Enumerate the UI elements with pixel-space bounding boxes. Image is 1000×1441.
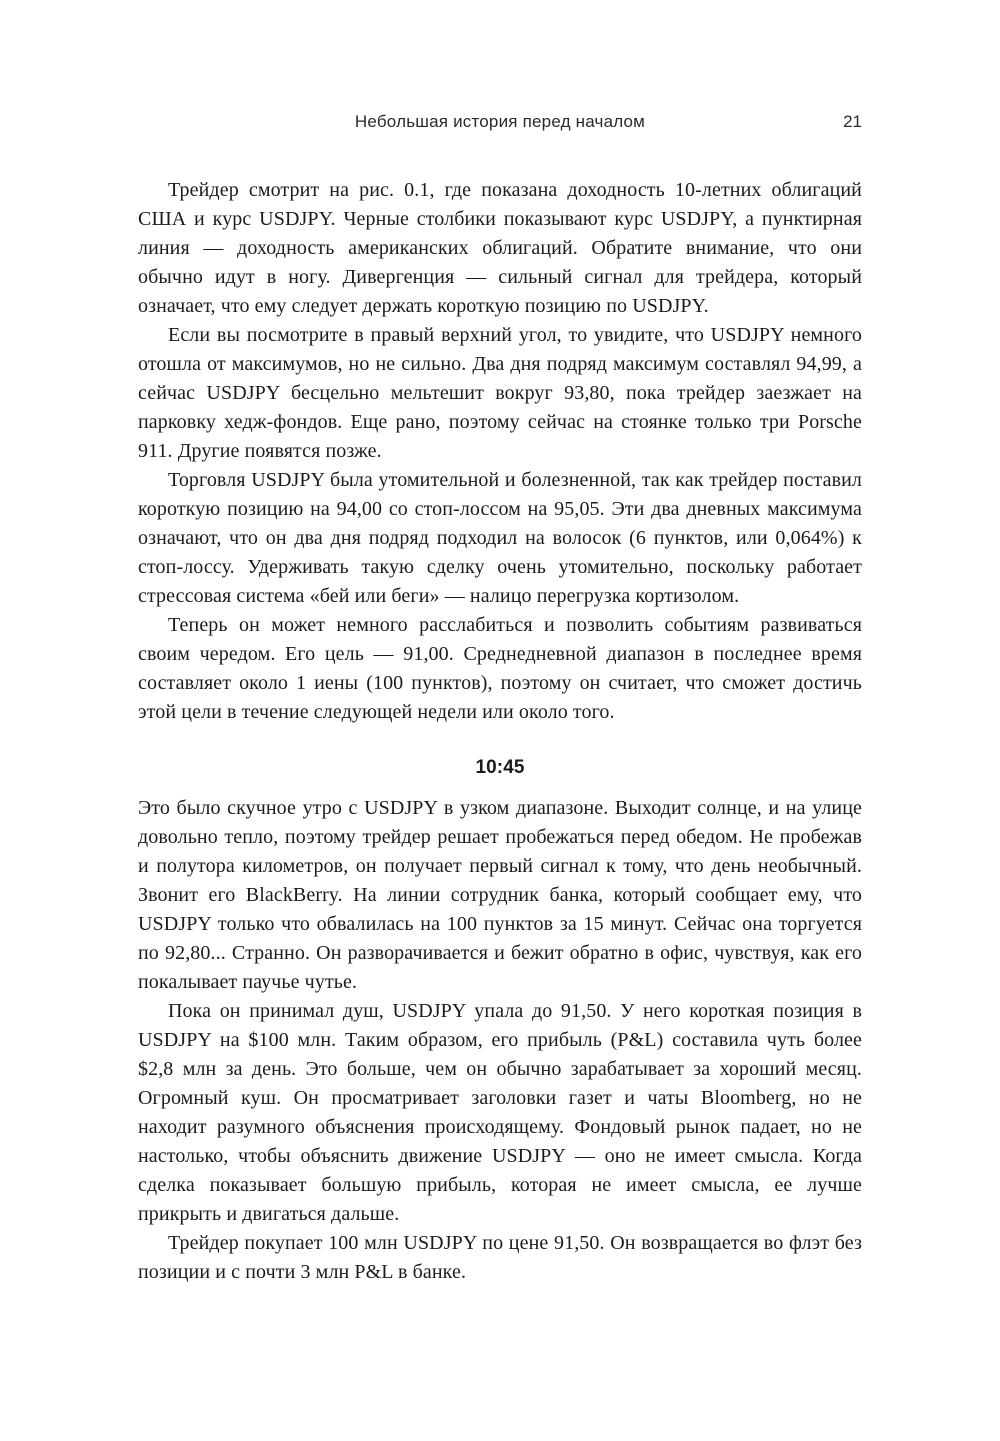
paragraph-shower-profit: Пока он принимал душ, USDJPY упала до 91,50. У него короткая позиция в USDJPY на $100 млн. Таким образом, его прибыль (P&L) составила чуть более $2,8 млн за день. Это больше, чем он обычно зарабатывает за хороший месяц. Огромный куш. Он просматривает заголовки газет и чаты Bloomberg, но не находит разумного объяснения происходящему. Фондовый рынок падает, но не настолько, чтобы объяснить движение USDJPY — оно не имеет смысла. Когда сделка показывает большую прибыль, которая не имеет смысла, ее лучше прикрыть и двигаться дальше.	[138, 1000, 862, 1225]
paragraph-boring-morning: Это было скучное утро с USDJPY в узком диапазоне. Выходит солнце, и на улице довольно тепло, поэтому трейдер решает пробежаться перед обедом. Не пробежав и полутора километров, он получает первый сигнал к тому, что день необычный. Звонит его BlackBerry. На линии сотрудник банка, который сообщает ему, что USDJPY только что обвалилась на 100 пунктов за 15 минут. Сейчас она торгуется по 92,80... Странно. Он разворачивается и бежит обратно в офис, чувствуя, как его покалывает паучье чутье.	[138, 797, 862, 993]
paragraph-trading-pain: Торговля USDJPY была утомительной и болезненной, так как трейдер поставил короткую позицию на 94,00 со стоп-лоссом на 95,05. Эти два дневных максимума означают, что он два дня подряд подходил на волосок (6 пунктов, или 0,064%) к стоп-лоссу. Удерживать такую сделку очень утомительно, поскольку работает стрессовая система «бей или беги» — налицо перегрузка кортизолом.	[138, 469, 862, 607]
paragraph-intro-chart: Трейдер смотрит на рис. 0.1, где показана доходность 10-летних облигаций США и курс USDJPY. Черные столбики показывают курс USDJPY, а пунктирная линия — доходность американских облигаций. Обратите внимание, что они обычно идут в ногу. Дивергенция — сильный сигнал для трейдера, который означает, что ему следует держать короткую позицию по USDJPY.	[138, 179, 862, 317]
page-body	[138, 176, 862, 1287]
running-head	[138, 112, 862, 136]
running-head-title: Небольшая история перед началом	[354, 112, 646, 131]
paragraph-relax-target: Теперь он может немного расслабиться и позволить событиям развиваться своим чередом. Его цель — 91,00. Среднедневной диапазон в последнее время составляет около 1 иены (100 пунктов), поэтому он считает, что сможет достичь этой цели в течение следующей недели или около того.	[138, 614, 862, 723]
paragraph-top-right-corner: Если вы посмотрите в правый верхний угол, то увидите, что USDJPY немного отошла от максимумов, но не сильно. Два дня подряд максимум составлял 94,99, а сейчас USDJPY бесцельно мельтешит вокруг 93,80, пока трейдер заезжает на парковку хедж-фондов. Еще рано, поэтому сейчас на стоянке только три Porsche 911. Другие появятся позже.	[138, 324, 862, 462]
paragraph-buy-back-flat: Трейдер покупает 100 млн USDJPY по цене 91,50. Он возвращается во флэт без позиции и с почти 3 млн P&L в банке.	[138, 1232, 862, 1283]
section-heading-time: 10:45	[475, 757, 525, 778]
page-number: 21	[843, 112, 862, 131]
